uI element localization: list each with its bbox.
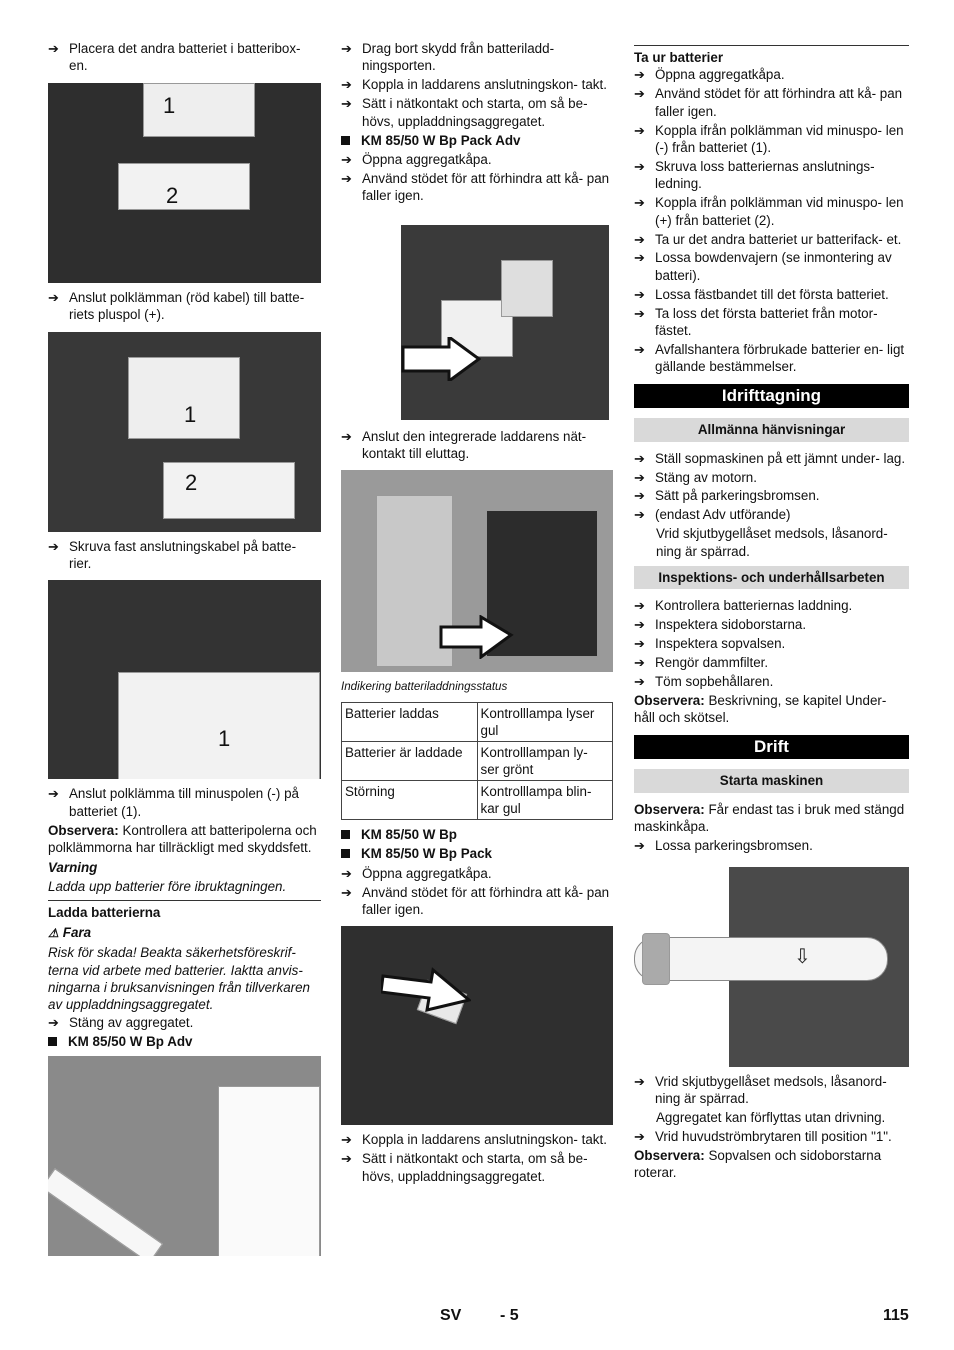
subsection-heading: Allmänna hänvisningar (634, 418, 909, 441)
instruction-step: ➔ Anslut polklämman (röd kabel) till batte- riets pluspol (+). (48, 289, 305, 323)
instruction-step: ➔ Lossa parkeringsbromsen. (634, 838, 813, 854)
danger-text: Risk för skada! Beakta säkerhetsföreskrif- terna vid arbete med batterier. Iaktta anvis- ningarna i bruksanvisningen från tillverkaren av uppladdningsaggregatet. (48, 945, 311, 1013)
model-heading: KM 85/50 W Bp Pack (341, 845, 613, 862)
arrow-right-icon: ➔ (341, 170, 352, 186)
instruction-step: ➔ Sätt i nätkontakt och starta, om så be- hövs, uppladdningsaggregatet. (341, 1151, 588, 1184)
pointer-arrow-icon (381, 964, 471, 1014)
arrow-right-icon: ➔ (634, 450, 645, 466)
arrow-right-icon: ➔ (634, 158, 645, 174)
chapter-banner: Idrifttagning (634, 384, 909, 408)
arrow-right-icon: ➔ (634, 122, 645, 138)
instruction-step: ➔ Drag bort skydd från batteriladd- ningsporten. (341, 41, 555, 74)
note-paragraph: Observera: Kontrollera att batteripolerna och polklämmorna har tillräckligt med skyddsfett. (48, 822, 317, 856)
bullet-square-icon (341, 849, 350, 858)
instruction-step: ➔ (endast Adv utförande) (634, 507, 791, 523)
figure-connection-cable: 1 (48, 580, 321, 779)
arrow-right-icon: ➔ (341, 151, 352, 167)
instruction-step: ➔ Stäng av motorn. (634, 469, 757, 485)
arrow-right-icon: ➔ (634, 1129, 645, 1145)
instruction-step: ➔ Vrid skjutbygellåset medsols, låsanord- ning är spärrad. (634, 1073, 887, 1107)
instruction-step: ➔ Stäng av aggregatet. (48, 1014, 194, 1030)
arrow-right-icon: ➔ (634, 488, 645, 504)
instruction-step: ➔ Rengör dammfilter. (634, 655, 769, 671)
instruction-step: ➔ Skruva fast anslutningskabel på batte- rier. (48, 538, 297, 572)
arrow-right-icon: ➔ (341, 77, 352, 93)
arrow-right-icon: ➔ (634, 507, 645, 523)
instruction-step: ➔ Vrid huvudströmbrytaren till position "1". (634, 1129, 892, 1145)
warning-triangle-icon: ⚠ (48, 925, 59, 940)
indented-text: Vrid skjutbygellåset medsols, låsanord- ning är spärrad. (656, 526, 888, 559)
arrow-right-icon: ➔ (634, 250, 645, 266)
arrow-right-icon: ➔ (341, 865, 352, 881)
arrow-right-icon: ➔ (634, 195, 645, 211)
instruction-step: ➔ Skruva loss batteriernas anslutnings- ledning. (634, 158, 875, 192)
arrow-right-icon: ➔ (634, 1073, 645, 1089)
arrow-right-icon: ➔ (48, 289, 59, 305)
instruction-step: ➔ Öppna aggregatkåpa. (634, 67, 785, 83)
pointer-arrow-icon (401, 337, 481, 381)
instruction-step: ➔ Anslut den integrerade laddarens nät- kontakt till eluttag. (341, 428, 587, 462)
instruction-step: ➔ Lossa bowdenvajern (se inmontering av batteri). (634, 250, 892, 283)
figure-integrated-charger (401, 225, 609, 420)
instruction-step: ➔ Töm sopbehållaren. (634, 674, 774, 690)
table-row: Störning Kontrolllampa blin- kar gul (342, 780, 613, 819)
bullet-square-icon (341, 136, 350, 145)
column-right (634, 40, 909, 1184)
charge-status-table (341, 702, 613, 820)
arrow-right-icon: ➔ (634, 67, 645, 83)
instruction-step: ➔ Använd stödet för att förhindra att kå- pan faller igen. (341, 884, 610, 917)
arrow-right-icon: ➔ (634, 655, 645, 671)
instruction-step: ➔ Koppla ifrån polklämman vid minuspo- len (+) från batteriet (2). (634, 195, 904, 228)
chapter-banner: Drift (634, 735, 909, 759)
figure-battery-positive-terminal: 1 2 (48, 332, 321, 532)
arrow-right-icon: ➔ (48, 41, 59, 56)
figure-caption: Indikering batteriladdningsstatus (341, 680, 508, 694)
arrow-right-icon: ➔ (634, 342, 645, 357)
footer-local-page: - 5 (500, 1307, 519, 1324)
note-paragraph: Observera: Sopvalsen och sidoborstarna roterar. (634, 1147, 882, 1181)
subsection-heading: Inspektions- och underhållsarbeten (634, 566, 909, 589)
pointer-arrow-icon (439, 615, 514, 659)
instruction-step: ➔ Koppla in laddarens anslutningskon- takt. (341, 1132, 607, 1148)
bullet-square-icon (341, 830, 350, 839)
arrow-right-icon: ➔ (634, 674, 645, 690)
instruction-step: ➔ Inspektera sidoborstarna. (634, 617, 807, 633)
bullet-square-icon (48, 1037, 57, 1046)
instruction-step: ➔ Kontrollera batteriernas laddning. (634, 598, 853, 614)
danger-heading: ⚠ Fara (48, 924, 92, 940)
page-number: 115 (883, 1307, 909, 1324)
model-heading: KM 85/50 W Bp Adv (48, 1033, 321, 1050)
instruction-step: ➔ Ta ur det andra batteriet ur batterifack- et. (634, 231, 902, 247)
arrow-right-icon: ➔ (341, 884, 352, 900)
instruction-step: ➔ Placera det andra batteriet i batteribox- en. (48, 41, 301, 74)
figure-push-handle-lock (634, 867, 909, 1067)
instruction-step: ➔ Ta loss det första batteriet från motor- fästet. (634, 305, 878, 339)
arrow-right-icon: ➔ (634, 617, 645, 633)
arrow-right-icon: ➔ (634, 636, 645, 652)
instruction-step: ➔ Lossa fästbandet till det första batteriet. (634, 286, 889, 302)
instruction-step: ➔ Ställ sopmaskinen på ett jämnt under- lag. (634, 450, 906, 466)
section-heading: Ladda batterierna (48, 900, 321, 921)
instruction-step: ➔ Öppna aggregatkåpa. (341, 865, 492, 881)
figure-charge-indicator (341, 470, 613, 672)
subsection-heading: Starta maskinen (634, 769, 909, 792)
section-heading: Ta ur batterier (634, 45, 909, 66)
instruction-step: ➔ Inspektera sopvalsen. (634, 636, 786, 652)
warning-text: Ladda upp batterier före ibruktagningen. (48, 878, 287, 894)
table-row: Batterier laddas Kontrolllampa lyser gul (342, 702, 613, 741)
instruction-step: ➔ Öppna aggregatkåpa. (341, 151, 492, 167)
arrow-down-icon: ⇩ (794, 945, 811, 968)
instruction-step: ➔ Sätt på parkeringsbromsen. (634, 488, 820, 504)
instruction-step: ➔ Koppla ifrån polklämman vid minuspo- len (-) från batteriet (1). (634, 122, 904, 156)
instruction-step: ➔ Använd stödet för att förhindra att kå- pan faller igen. (341, 170, 610, 204)
column-middle (341, 40, 613, 1187)
instruction-step: ➔ Sätt i nätkontakt och starta, om så be- hövs, uppladdningsaggregatet. (341, 96, 588, 129)
arrow-right-icon: ➔ (634, 231, 645, 247)
footer-language: SV (440, 1307, 462, 1324)
arrow-right-icon: ➔ (634, 469, 645, 485)
table-row: Batterier är laddade Kontrolllampan ly- ser grönt (342, 741, 613, 780)
arrow-right-icon: ➔ (48, 538, 59, 554)
warning-heading: Varning (48, 859, 98, 875)
arrow-right-icon: ➔ (341, 96, 352, 112)
arrow-right-icon: ➔ (634, 838, 645, 854)
model-heading: KM 85/50 W Bp (341, 826, 613, 843)
instruction-step: ➔ Avfallshantera förbrukade batterier en- ligt gällande bestämmelser. (634, 342, 905, 375)
note-paragraph: Observera: Får endast tas i bruk med stängd maskinkåpa. (634, 801, 905, 835)
arrow-right-icon: ➔ (341, 1151, 352, 1167)
arrow-right-icon: ➔ (634, 286, 645, 302)
note-paragraph: Observera: Beskrivning, se kapitel Under- håll och skötsel. (634, 693, 887, 726)
remove-battery-steps (634, 66, 909, 375)
arrow-right-icon: ➔ (634, 86, 645, 102)
model-heading: KM 85/50 W Bp Pack Adv (341, 132, 613, 149)
arrow-right-icon: ➔ (48, 786, 59, 802)
arrow-right-icon: ➔ (341, 1132, 352, 1148)
column-left (48, 40, 321, 1262)
figure-battery-box: 1 2 (48, 83, 321, 283)
figure-handle-adv (48, 1056, 321, 1256)
instruction-step: ➔ Använd stödet för att förhindra att kå- pan faller igen. (634, 86, 903, 119)
arrow-right-icon: ➔ (634, 305, 645, 321)
instruction-step: ➔ Koppla in laddarens anslutningskon- takt. (341, 77, 607, 93)
arrow-right-icon: ➔ (341, 41, 352, 56)
arrow-right-icon: ➔ (341, 428, 352, 444)
figure-charger-socket (341, 926, 613, 1125)
indented-text: Aggregatet kan förflyttas utan drivning. (656, 1110, 886, 1126)
instruction-step: ➔ Anslut polklämma till minuspolen (-) på batteriet (1). (48, 786, 299, 819)
arrow-right-icon: ➔ (48, 1014, 59, 1030)
arrow-right-icon: ➔ (634, 598, 645, 614)
